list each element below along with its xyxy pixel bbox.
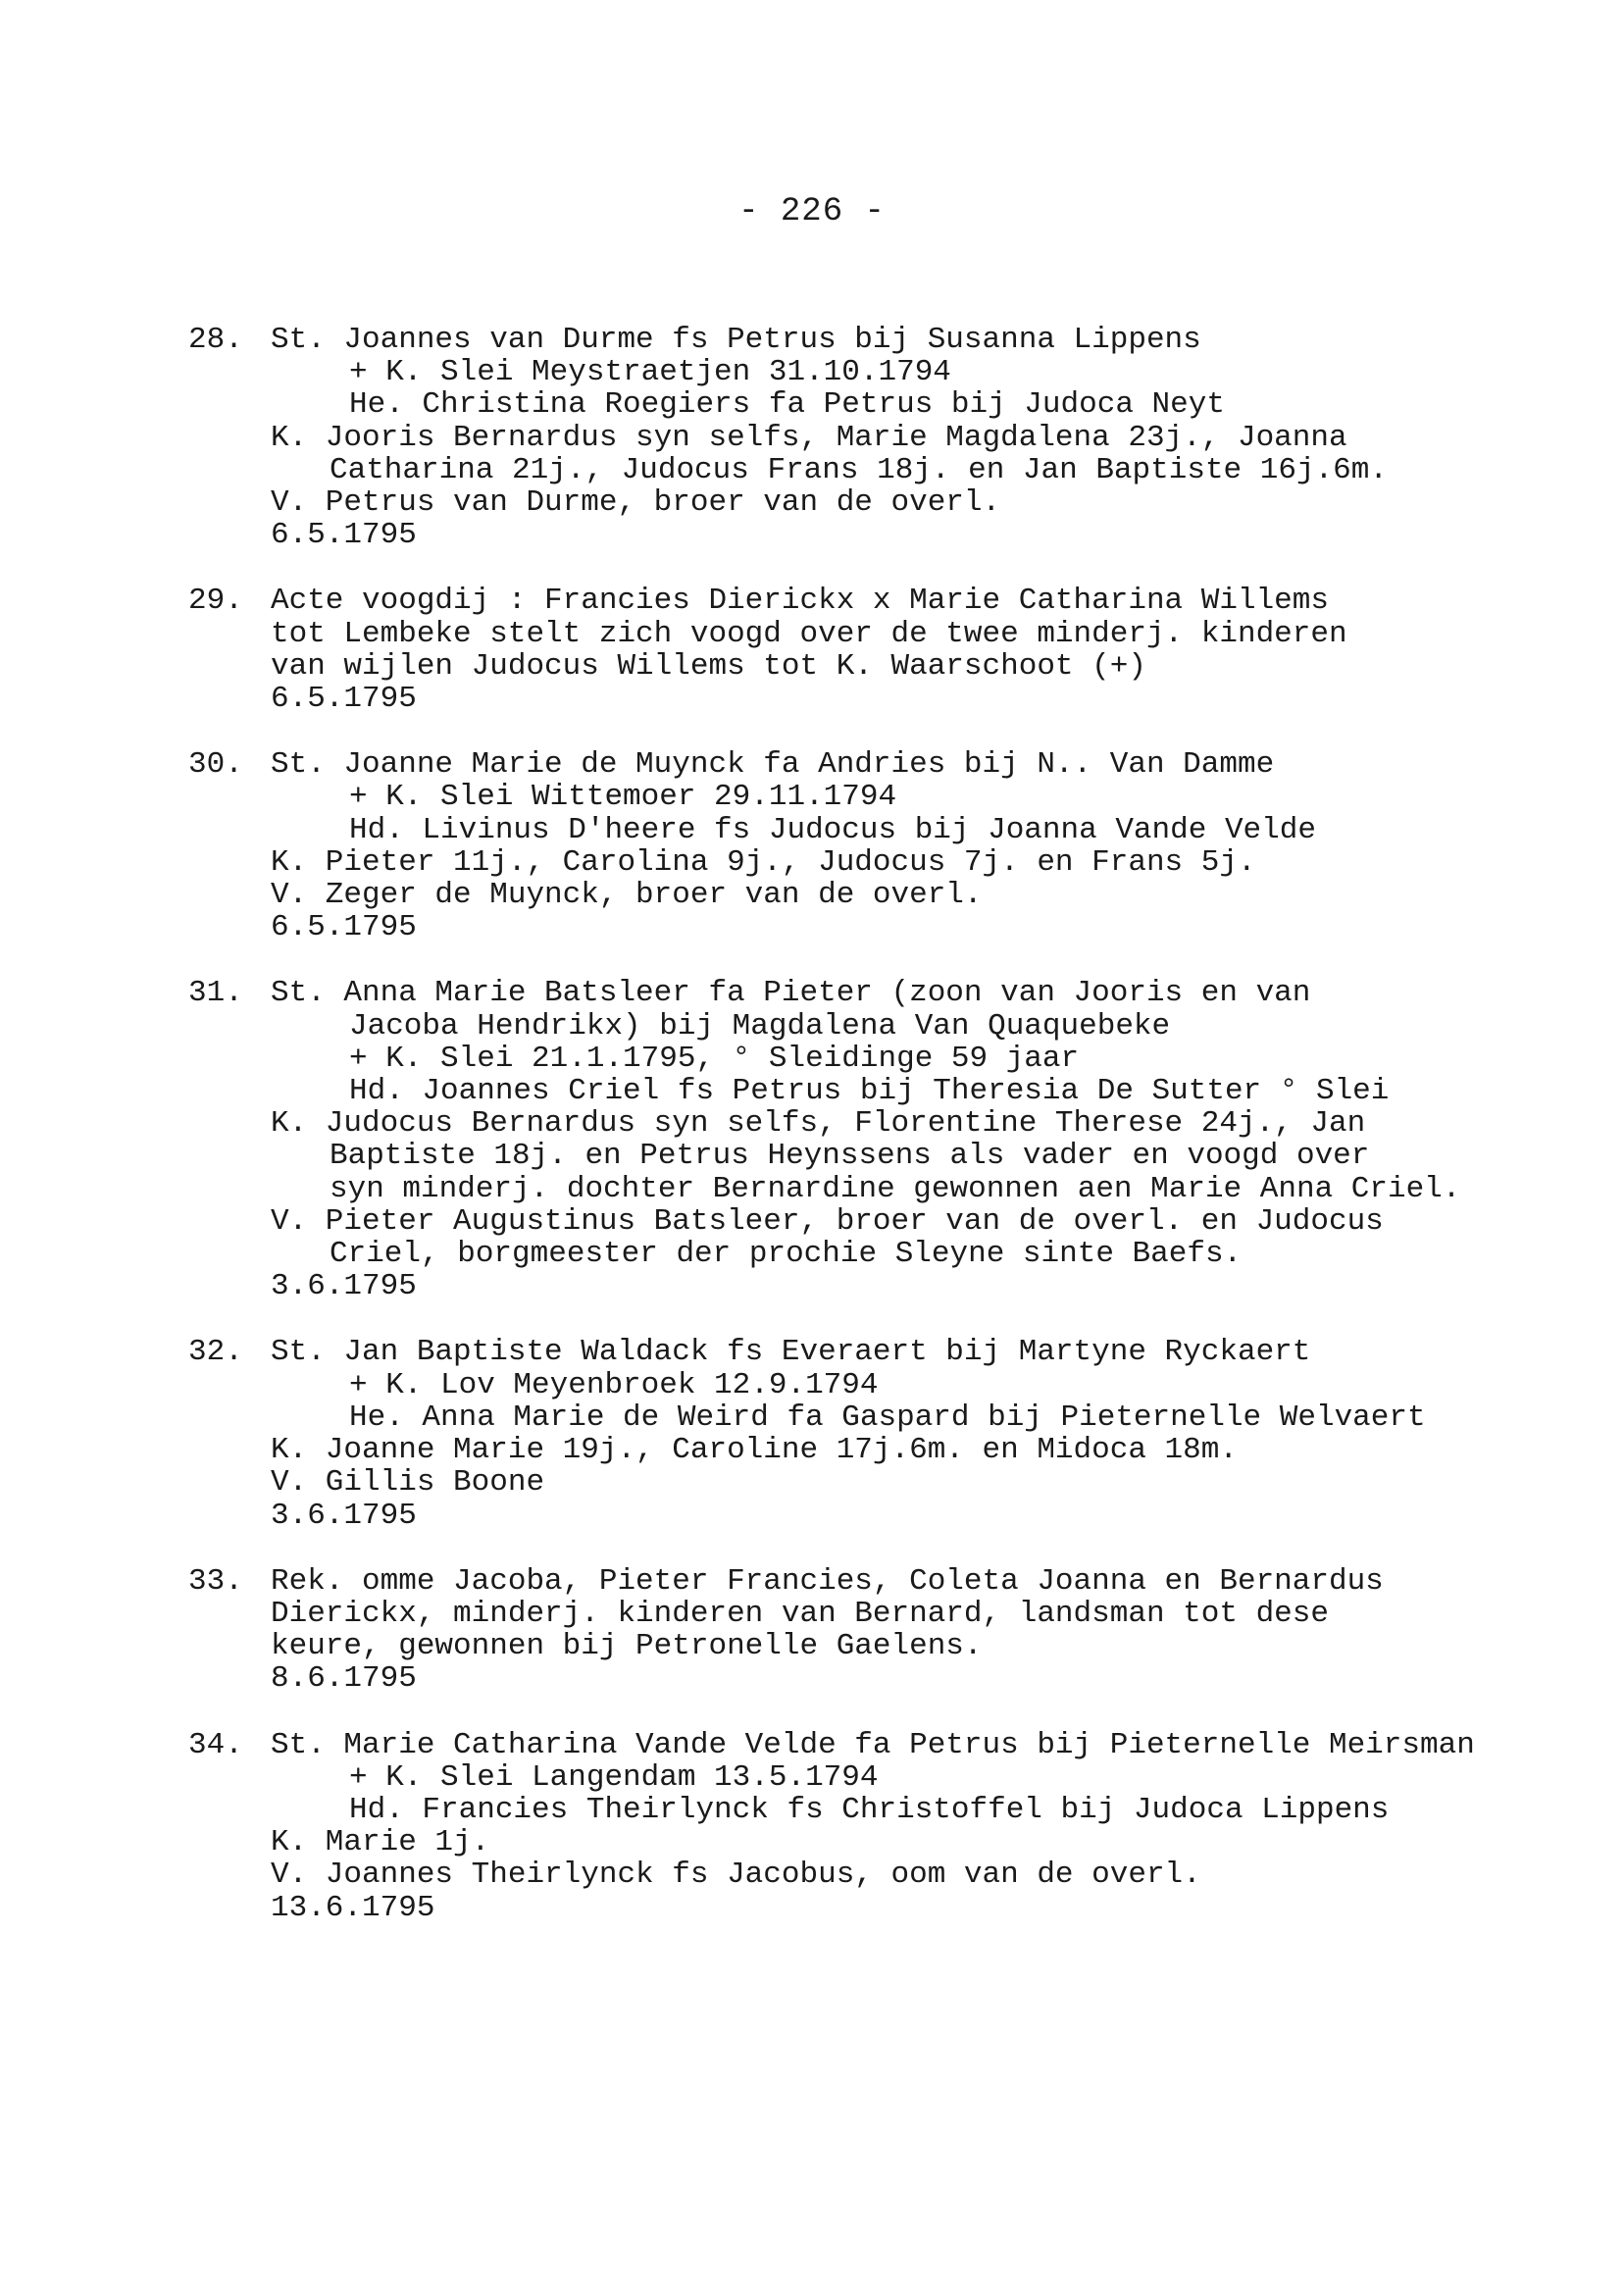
entry-line: van wijlen Judocus Willems tot K. Waarschoot (+) <box>271 648 1146 684</box>
entry-line: + K. Slei 21.1.1795, ° Sleidinge 59 jaar <box>349 1041 1080 1076</box>
entries-list <box>188 324 1600 1958</box>
entry-number: 32. <box>188 1335 243 1370</box>
entry-body <box>271 1729 1600 1924</box>
entry-date: 8.6.1795 <box>271 1661 417 1697</box>
entry-line: + K. Lov Meyenbroek 12.9.1794 <box>349 1367 879 1402</box>
entry-33 <box>188 1565 1600 1696</box>
entry-line: Criel, borgmeester der prochie Sleyne sinte Baefs. <box>330 1237 1243 1272</box>
entry-line: keure, gewonnen bij Petronelle Gaelens. <box>271 1629 983 1664</box>
entry-34 <box>188 1729 1600 1924</box>
entry-line: K. Judocus Bernardus syn selfs, Florentine Therese 24j., Jan <box>271 1106 1366 1142</box>
page-number: - 226 - <box>738 193 886 230</box>
entry-body <box>271 977 1600 1302</box>
entry-date: 6.5.1795 <box>271 682 417 717</box>
entry-28 <box>188 324 1600 551</box>
entry-number: 31. <box>188 976 243 1011</box>
entry-line: St. Marie Catharina Vande Velde fa Petrus bij Pieternelle Meirsman <box>271 1727 1475 1762</box>
entry-line: K. Jooris Bernardus syn selfs, Marie Magdalena 23j., Joanna <box>271 420 1347 455</box>
entry-line: tot Lembeke stelt zich voogd over de twee minderj. kinderen <box>271 616 1347 651</box>
entry-date: 3.6.1795 <box>271 1269 417 1304</box>
entry-date: 13.6.1795 <box>271 1890 435 1925</box>
entry-line: Acte voogdij : Francies Dierickx x Marie Catharina Willems <box>271 584 1329 619</box>
entry-body <box>271 1565 1600 1696</box>
entry-30 <box>188 748 1600 943</box>
entry-line: syn minderj. dochter Bernardine gewonnen aen Marie Anna Criel. <box>330 1171 1461 1206</box>
entry-line: K. Pieter 11j., Carolina 9j., Judocus 7j. en Frans 5j. <box>271 844 1256 880</box>
entry-date: 6.5.1795 <box>271 910 417 945</box>
entry-line: + K. Slei Meystraetjen 31.10.1794 <box>349 355 951 390</box>
entry-number: 34. <box>188 1727 243 1762</box>
entry-line: Catharina 21j., Judocus Frans 18j. en Jan Baptiste 16j.6m. <box>330 452 1388 487</box>
entry-date: 6.5.1795 <box>271 518 417 553</box>
entry-32 <box>188 1336 1600 1531</box>
entry-line: St. Anna Marie Batsleer fa Pieter (zoon van Jooris en van <box>271 976 1311 1011</box>
entry-line: Dierickx, minderj. kinderen van Bernard, landsman tot dese <box>271 1596 1329 1631</box>
entry-31 <box>188 977 1600 1302</box>
entry-line: Baptiste 18j. en Petrus Heynssens als vader en voogd over <box>330 1139 1370 1174</box>
entry-line: Hd. Joannes Criel fs Petrus bij Theresia De Sutter ° Slei <box>349 1074 1390 1109</box>
entry-line: V. Gillis Boone <box>271 1465 545 1501</box>
entry-29 <box>188 585 1600 715</box>
entry-line: V. Petrus van Durme, broer van de overl. <box>271 485 1001 521</box>
entry-date: 3.6.1795 <box>271 1498 417 1533</box>
entry-body <box>271 585 1600 715</box>
entry-line: St. Joanne Marie de Muynck fa Andries bij N.. Van Damme <box>271 747 1275 783</box>
entry-line: Hd. Livinus D'heere fs Judocus bij Joanna Vande Velde <box>349 812 1316 847</box>
entry-body <box>271 748 1600 943</box>
entry-number: 29. <box>188 584 243 619</box>
entry-number: 30. <box>188 747 243 783</box>
entry-line: + K. Slei Wittemoer 29.11.1794 <box>349 780 897 815</box>
entry-number: 28. <box>188 323 243 357</box>
entry-line: Rek. omme Jacoba, Pieter Francies, Coleta Joanna en Bernardus <box>271 1563 1384 1599</box>
entry-line: K. Marie 1j. <box>271 1825 490 1860</box>
entry-line: V. Joannes Theirlynck fs Jacobus, oom van de overl. <box>271 1858 1201 1893</box>
entry-line: K. Joanne Marie 19j., Caroline 17j.6m. en Midoca 18m. <box>271 1433 1238 1468</box>
entry-line: Jacoba Hendrikx) bij Magdalena Van Quaquebeke <box>349 1008 1171 1044</box>
entry-body <box>271 324 1600 551</box>
entry-number: 33. <box>188 1563 243 1599</box>
entry-line: V. Pieter Augustinus Batsleer, broer van de overl. en Judocus <box>271 1203 1384 1239</box>
entry-line: Hd. Francies Theirlynck fs Christoffel bij Judoca Lippens <box>349 1792 1390 1827</box>
entry-line: + K. Slei Langendam 13.5.1794 <box>349 1759 879 1795</box>
entry-line: St. Jan Baptiste Waldack fs Everaert bij Martyne Ryckaert <box>271 1335 1311 1370</box>
entry-line: V. Zeger de Muynck, broer van de overl. <box>271 878 983 913</box>
entry-line: St. Joannes van Durme fs Petrus bij Susanna Lippens <box>271 323 1201 357</box>
entry-body <box>271 1336 1600 1531</box>
entry-line: He. Anna Marie de Weird fa Gaspard bij Pieternelle Welvaert <box>349 1400 1426 1435</box>
entry-line: He. Christina Roegiers fa Petrus bij Judoca Neyt <box>349 387 1225 423</box>
